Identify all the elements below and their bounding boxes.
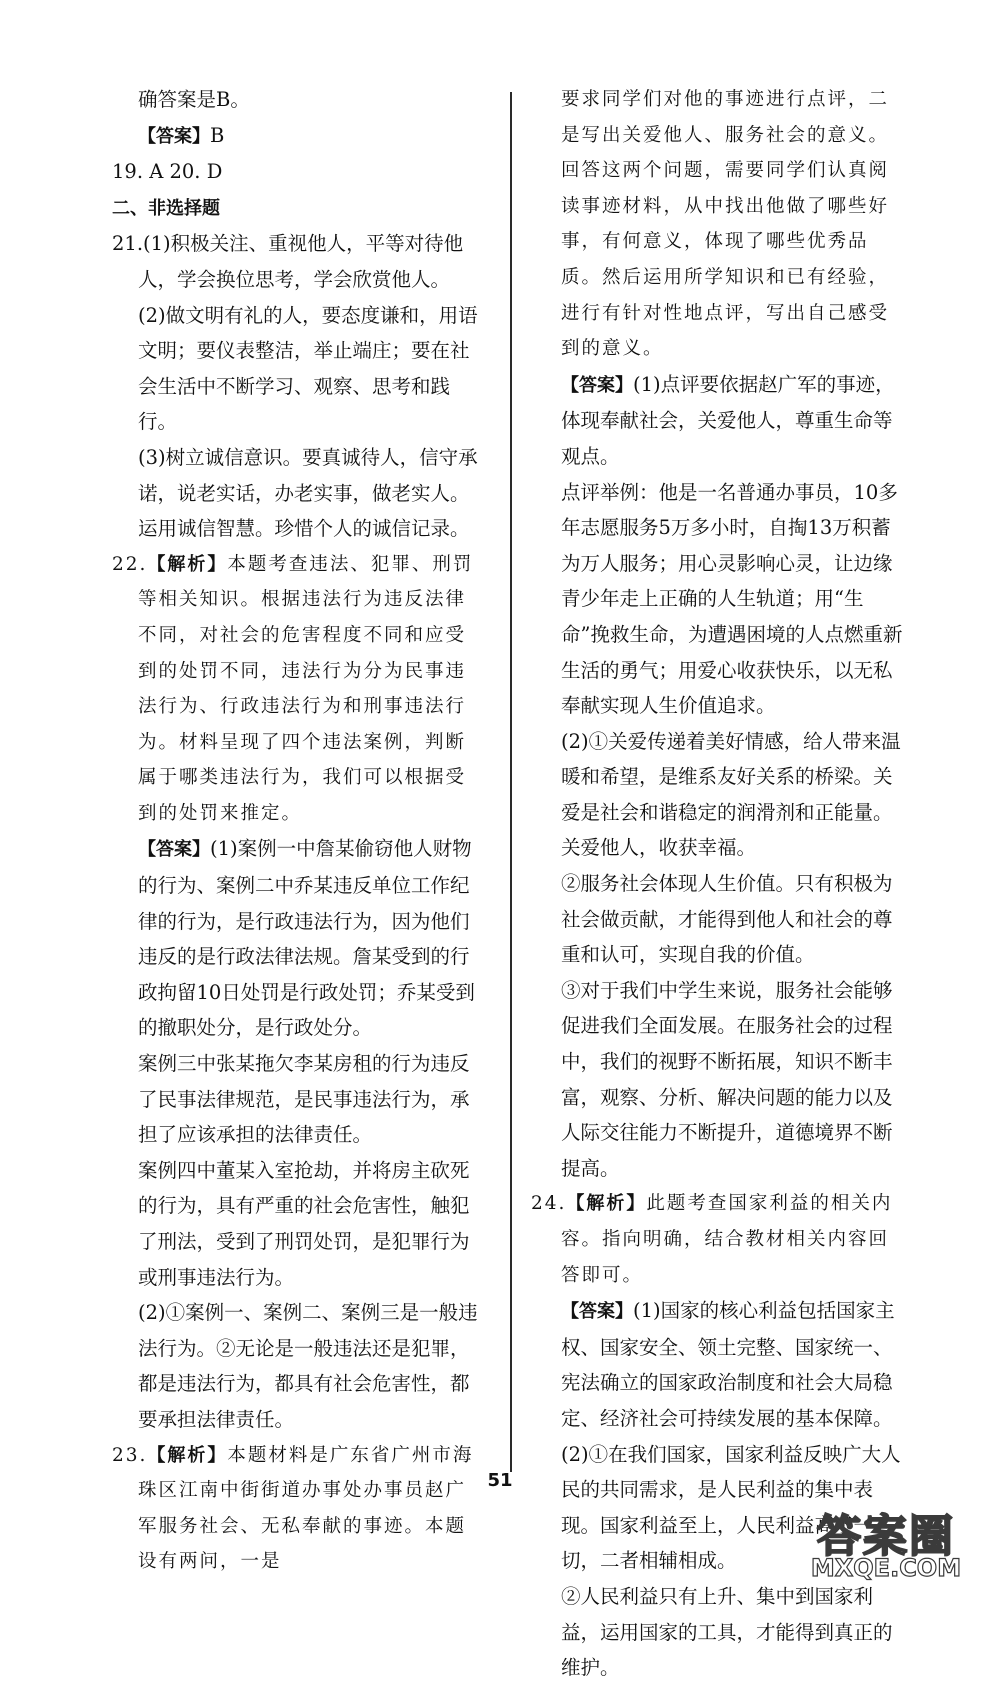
question-22-analysis xyxy=(112,547,486,832)
section-heading xyxy=(112,190,486,227)
question-number: 24. xyxy=(531,1193,567,1215)
right-column xyxy=(531,82,907,1686)
question-23-answer xyxy=(561,367,907,475)
question-number: 22. xyxy=(112,553,148,575)
answer-text: (1)案例一中詹某偷窃他人财物的行为、案例二中乔某违反单位工作纪律的行为，是行政违法行为，因为他们违反的是行政法律法规。詹某受到的行政拘留10日处罚是行政处罚；乔某受到的撤职处分，是行政处分。 xyxy=(138,837,475,1040)
answer-label: 【答案】 xyxy=(138,839,210,861)
question-23-analysis xyxy=(112,1438,486,1580)
question-21-2: (2)做文明有礼的人，要态度谦和，用语文明；要仪表整洁，举止端庄；要在社会生活中不断学习、观察、思考和践行。 xyxy=(138,303,478,434)
answer-label: 【答案】 xyxy=(561,1301,633,1323)
answer-text: (1)点评要依据赵广军的事迹，体现奉献社会，关爱他人，尊重生命等观点。 xyxy=(561,372,895,468)
answer-line: 19. A 20. D xyxy=(112,160,223,184)
question-22-answer xyxy=(112,831,486,1046)
question-23-part-2a: (2)①关爱传递着美好情感，给人带来温暖和希望，是维系友好关系的桥梁。关爱是社会和谐稳定的润滑剂和正能量。关爱他人，收获幸福。 xyxy=(561,729,901,860)
question-23-example: 点评举例：他是一名普通办事员，10多年志愿服务5万多小时，自掏13万积蓄为万人服务；用心灵影响心灵，让边缘青少年走上正确的人生轨道；用“生命”挽救生命，为遭遇困境的人点燃重新生活的勇气；用爱心收获快乐，以无私奉献实现人生价值追求。 xyxy=(561,480,903,718)
answer-label: 【答案】 xyxy=(561,374,633,396)
analysis-label: 【解析】 xyxy=(147,553,228,575)
watermark-logo xyxy=(796,1500,976,1592)
analysis-text: 本题考查违法、犯罪、刑罚等相关知识。根据违法行为违反法律不同，对社会的危害程度不同和应受到的处罚不同，违法行为分为民事违法行为、行政违法行为和刑事违法行为。材料呈现了四个违法案例，判断属于哪类违法行为，我们可以根据受到的处罚来推定。 xyxy=(138,553,474,824)
answer-text: (1)国家的核心利益包括国家主权、国家安全、领土完整、国家统一、宪法确立的国家政治制度和社会大局稳定、经济社会可持续发展的基本保障。 xyxy=(561,1299,895,1430)
analysis-label: 【解析】 xyxy=(147,1444,228,1466)
watermark-url: MXQE.COM xyxy=(810,1554,962,1582)
question-21-3: (3)树立诚信意识。要真诚待人，信守承诺，说老实话，办老实事，做老实人。运用诚信智慧。珍惜个人的诚信记录。 xyxy=(138,445,478,541)
question-number: 23. xyxy=(112,1444,148,1466)
question-23-analysis-continued: 要求同学们对他的事迹进行点评，二是写出关爱他人、服务社会的意义。回答这两个问题，需要同学们认真阅读事迹材料，从中找出他做了哪些好事，有何意义，体现了哪些优秀品质。然后运用所学知识和已有经验，进行有针对性地点评，写出自己感受到的意义。 xyxy=(561,89,890,360)
page-number: 51 xyxy=(487,1470,513,1491)
question-24-analysis xyxy=(531,1186,907,1293)
section-heading-text: 二、非选择题 xyxy=(112,197,220,219)
question-22-part-2: (2)①案例一、案例二、案例三是一般违法行为。②无论是一般违法还是犯罪，都是违法行为，都具有社会危害性，都要承担法律责任。 xyxy=(138,1301,478,1431)
question-22-case-4: 案例四中董某入室抢劫，并将房主砍死的行为，具有严重的社会危害性，触犯了刑法，受到了刑罚处罚，是犯罪行为或刑事违法行为。 xyxy=(138,1158,470,1289)
paragraph: 确答案是B。 xyxy=(138,88,250,111)
watermark-text: 答案圈 xyxy=(817,1511,955,1562)
question-21-1: 21.(1)积极关注、重视他人，平等对待他人，学会换位思考，学会欣赏他人。 xyxy=(112,232,464,291)
analysis-text: 本题材料是广东省广州市海珠区江南中街街道办事处办事员赵广军服务社会、无私奉献的事迹。本题设有两问，一是 xyxy=(138,1444,474,1573)
question-24-answer xyxy=(561,1293,907,1436)
analysis-text: 此题考查国家利益的相关内容。指向明确，结合教材相关内容回答即可。 xyxy=(561,1193,893,1286)
question-24-part-2b: ②人民利益只有上升、集中到国家利益，运用国家的工具，才能得到真正的维护。 xyxy=(561,1584,893,1680)
question-22-case-3: 案例三中张某拖欠李某房租的行为违反了民事法律规范，是民事违法行为，承担了应该承担的法律责任。 xyxy=(138,1052,470,1147)
left-column xyxy=(112,82,486,1580)
question-23-part-2c: ③对于我们中学生来说，服务社会能够促进我们全面发展。在服务社会的过程中，我们的视野不断拓展，知识不断丰富，观察、分析、解决问题的能力以及人际交往能力不断提升，道德境界不断提高。 xyxy=(561,978,893,1180)
column-divider xyxy=(510,92,512,1472)
question-23-part-2b: ②服务社会体现人生价值。只有积极为社会做贡献，才能得到他人和社会的尊重和认可，实现自我的价值。 xyxy=(561,872,893,967)
answer-text: B xyxy=(210,123,225,147)
analysis-label: 【解析】 xyxy=(566,1193,647,1215)
answer-label: 【答案】 xyxy=(138,125,210,147)
answer-line xyxy=(112,118,486,155)
question-24-part-2a: (2)①在我们国家，国家利益反映广大人民的共同需求，是人民利益的集中表现。国家利益至上，人民利益高于一切，二者相辅相成。 xyxy=(561,1442,901,1573)
